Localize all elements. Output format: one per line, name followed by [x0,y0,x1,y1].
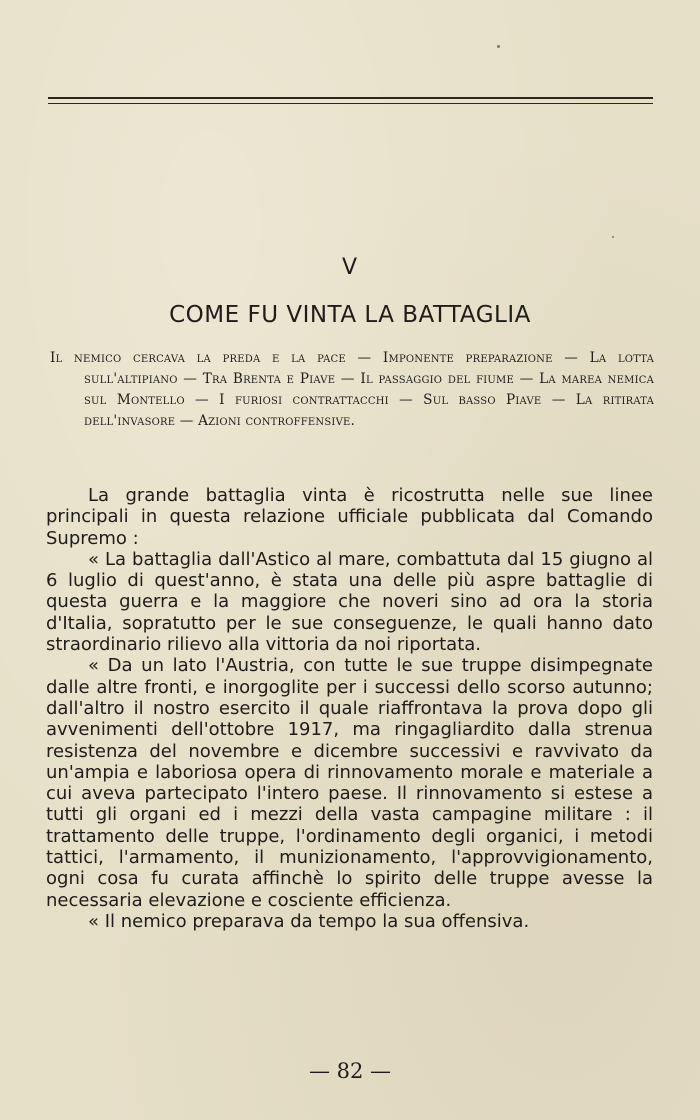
chapter-summary: Il nemico cercava la preda e la pace — Imponente preparazione — La lotta sull'altipiano — Tra Brenta e Piave — Il passaggio del fiume — La marea nemica sul Montello — I furiosi contrattacchi — Sul basso Piave — La ritirata dell'invasore — Azioni controffensive. [50,350,654,429]
body-text [46,485,653,932]
header-rule-thick [48,97,653,99]
paragraph: La grande battaglia vinta è ricostrutta nelle sue linee principali in questa relazione ufficiale pubblicata dal Comando Supremo : [46,485,653,549]
paper-speck [497,45,500,48]
paper-speck [612,236,614,238]
page-number: — 82 — [308,1059,392,1083]
chapter-title: COME FU VINTA LA BATTAGLIA [169,302,531,328]
chapter-number: V [341,255,359,280]
paragraph: « La battaglia dall'Astico al mare, combattuta dal 15 giugno al 6 luglio di quest'anno, è stata una delle più aspre battaglie di questa guerra e la maggiore che noveri sino ad ora la storia d'Italia, sopratutto per le sue conseguenze, le quali hanno dato straordinario rilievo alla vittoria da noi riportata. [46,548,653,656]
paragraph: « Da un lato l'Austria, con tutte le sue truppe disimpegnate dalle altre fronti, e inorgoglite per i successi dello scorso autunno; dall'altro il nostro esercito il quale riaffrontava la prova dopo gli avvenimenti dell'ottobre 1917, ma ringagliardito dalla strenua resistenza del novembre e dicembre successivi e ravvivato da un'ampia e laboriosa opera di rinnovamento morale e materiale a cui aveva partecipato l'intero paese. Il rinnovamento si estese a tutti gli organi ed i mezzi della vasta campagine militare : il trattamento delle truppe, l'ordinamento degli organici, i metodi tattici, l'armamento, il munizionamento, l'approvvigionamento, ogni cosa fu curata affinchè lo spirito delle truppe avesse la necessaria elevazione e cosciente efficienza. [46,655,653,911]
paragraph: « Il nemico preparava da tempo la sua offensiva. [88,910,530,932]
header-rule-thin [48,103,653,104]
